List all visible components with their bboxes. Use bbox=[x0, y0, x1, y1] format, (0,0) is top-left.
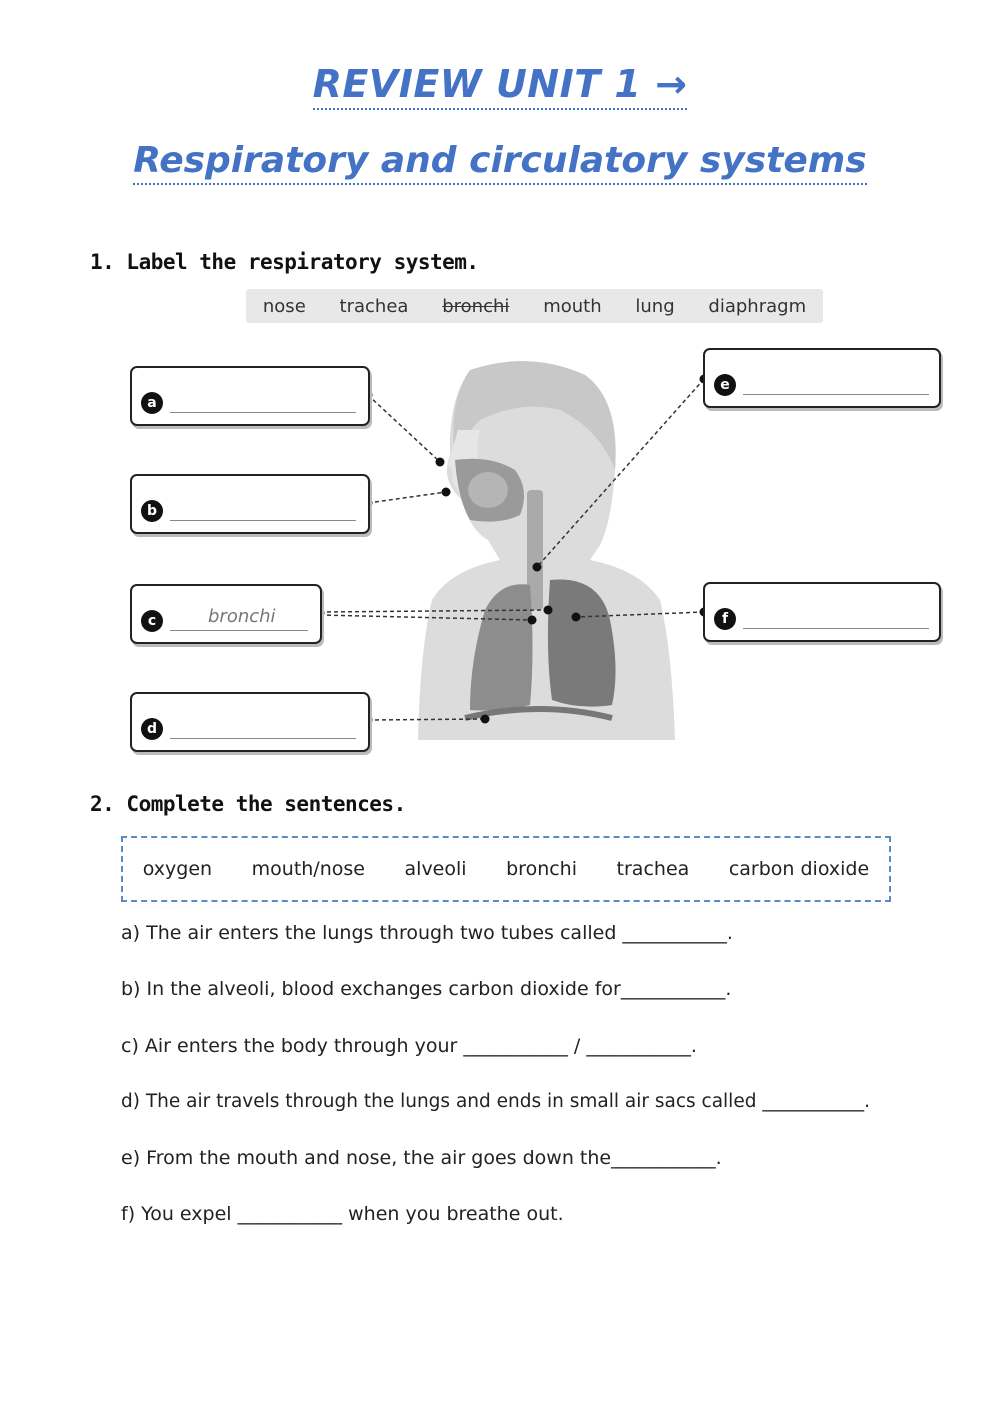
word-bank-1-item: lung bbox=[635, 295, 675, 317]
label-letter: e bbox=[714, 374, 736, 396]
label-letter: a bbox=[141, 392, 163, 414]
label-letter: d bbox=[141, 718, 163, 740]
label-box-f[interactable] bbox=[703, 582, 941, 642]
word-bank-1-item: trachea bbox=[339, 295, 409, 317]
section2-heading: 2. Complete the sentences. bbox=[90, 792, 406, 816]
word-bank-1-item-used: bronchi bbox=[442, 295, 510, 317]
answer-line bbox=[743, 394, 929, 395]
label-letter: b bbox=[141, 500, 163, 522]
answer-line bbox=[170, 412, 356, 413]
section1-heading: 1. Label the respiratory system. bbox=[90, 250, 479, 274]
label-letter: f bbox=[714, 608, 736, 630]
word-bank-2-item: carbon dioxide bbox=[728, 858, 870, 880]
subtitle-text: Respiratory and circulatory systems bbox=[133, 140, 866, 185]
word-bank-2-item: bronchi bbox=[506, 858, 577, 880]
label-answer[interactable]: bronchi bbox=[208, 606, 276, 627]
label-box-b[interactable] bbox=[130, 474, 370, 534]
label-box-d[interactable] bbox=[130, 692, 370, 752]
answer-line bbox=[170, 520, 356, 521]
word-bank-2-item: oxygen bbox=[142, 858, 213, 880]
sentence-f[interactable]: f) You expel ___________ when you breathe out. bbox=[121, 1203, 564, 1225]
label-letter: c bbox=[141, 610, 163, 632]
label-box-a[interactable] bbox=[130, 366, 370, 426]
word-bank-1-item: nose bbox=[262, 295, 306, 317]
word-bank-2 bbox=[121, 836, 891, 902]
word-bank-1-item: mouth bbox=[543, 295, 602, 317]
label-box-c[interactable] bbox=[130, 584, 322, 644]
sentence-d[interactable]: d) The air travels through the lungs and ends in small air sacs called ___________. bbox=[121, 1091, 870, 1112]
answer-line bbox=[743, 628, 929, 629]
word-bank-2-item: trachea bbox=[616, 858, 690, 880]
arrow-icon: → bbox=[655, 62, 688, 106]
title-text: REVIEW UNIT 1 bbox=[312, 62, 642, 106]
label-box-e[interactable] bbox=[703, 348, 941, 408]
sentence-c[interactable]: c) Air enters the body through your ___________ / ___________. bbox=[121, 1035, 697, 1057]
sentence-b[interactable]: b) In the alveoli, blood exchanges carbon dioxide for___________. bbox=[121, 978, 732, 1000]
sentence-e[interactable]: e) From the mouth and nose, the air goes down the___________. bbox=[121, 1147, 722, 1169]
word-bank-2-item: alveoli bbox=[404, 858, 467, 880]
word-bank-1-item: diaphragm bbox=[708, 295, 807, 317]
sentence-a[interactable]: a) The air enters the lungs through two tubes called ___________. bbox=[121, 922, 733, 944]
body-silhouette-icon bbox=[418, 361, 675, 740]
answer-line bbox=[170, 630, 308, 631]
word-bank-2-item: mouth/nose bbox=[251, 858, 365, 880]
answer-line bbox=[170, 738, 356, 739]
